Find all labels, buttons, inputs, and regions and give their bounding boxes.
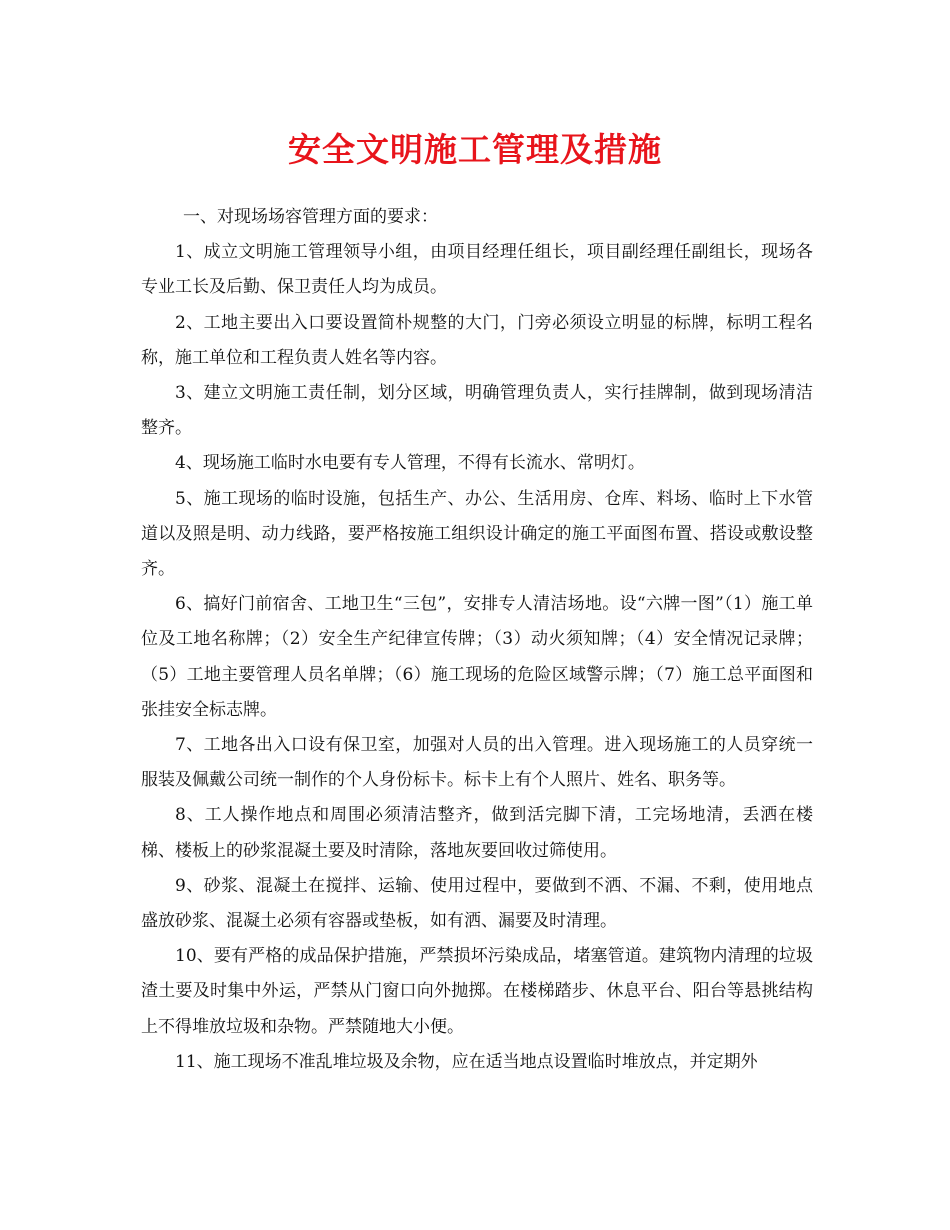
paragraph-6: 6、搞好门前宿舍、工地卫生“三包”，安排专人清洁场地。设“六牌一图”（1）施工单位及工地名称牌；（2）安全生产纪律宣传牌；（3）动火须知牌；（4）安全情况记录牌；（5）工地主要管理人员名单牌；（6）施工现场的危险区域警示牌；（7）施工总平面图和张挂安全标志牌。 bbox=[141, 594, 813, 720]
paragraph-9: 9、砂浆、混凝土在搅拌、运输、使用过程中，要做到不洒、不漏、不剩，使用地点盛放砂浆、混凝土必须有容器或垫板，如有洒、漏要及时清理。 bbox=[141, 875, 813, 932]
document-title: 安全文明施工管理及措施 bbox=[288, 130, 662, 169]
paragraph-7: 7、工地各出入口设有保卫室，加强对人员的出入管理。进入现场施工的人员穿统一服装及佩戴公司统一制作的个人身份标卡。标卡上有个人照片、姓名、职务等。 bbox=[141, 735, 813, 791]
paragraph-2: 2、工地主要出入口要设置简朴规整的大门，门旁必须设立明显的标牌，标明工程名称，施工单位和工程负责人姓名等内容。 bbox=[141, 312, 813, 368]
section-heading: 一、对现场场容管理方面的要求： bbox=[183, 207, 438, 227]
paragraph-5: 5、施工现场的临时设施，包括生产、办公、生活用房、仓库、料场、临时上下水管道以及照是明、动力线路，要严格按施工组织设计确定的施工平面图布置、搭设或敷设整齐。 bbox=[141, 488, 813, 580]
paragraph-4: 4、现场施工临时水电要有专人管理，不得有长流水、常明灯。 bbox=[175, 453, 645, 474]
paragraph-8: 8、工人操作地点和周围必须清洁整齐，做到活完脚下清，工完场地清，丢洒在楼梯、楼板上的砂浆混凝土要及时清除，落地灰要回收过筛使用。 bbox=[141, 805, 813, 861]
paragraph-3: 3、建立文明施工责任制，划分区域，明确管理负责人，实行挂牌制，做到现场清洁整齐。 bbox=[141, 383, 813, 439]
paragraph-10: 10、要有严格的成品保护措施，严禁损坏污染成品，堵塞管道。建筑物内清理的垃圾渣土要及时集中外运，严禁从门窗口向外抛掷。在楼梯踏步、休息平台、阳台等悬挑结构上不得堆放垃圾和杂物。严禁随地大小便。 bbox=[141, 946, 813, 1037]
document-body bbox=[141, 200, 813, 1080]
paragraph-1: 1、成立文明施工管理领导小组，由项目经理任组长，项目副经理任副组长，现场各专业工长及后勤、保卫责任人均为成员。 bbox=[141, 242, 813, 298]
paragraph-11: 11、施工现场不准乱堆垃圾及余物，应在适当地点设置临时堆放点，并定期外 bbox=[175, 1051, 758, 1072]
